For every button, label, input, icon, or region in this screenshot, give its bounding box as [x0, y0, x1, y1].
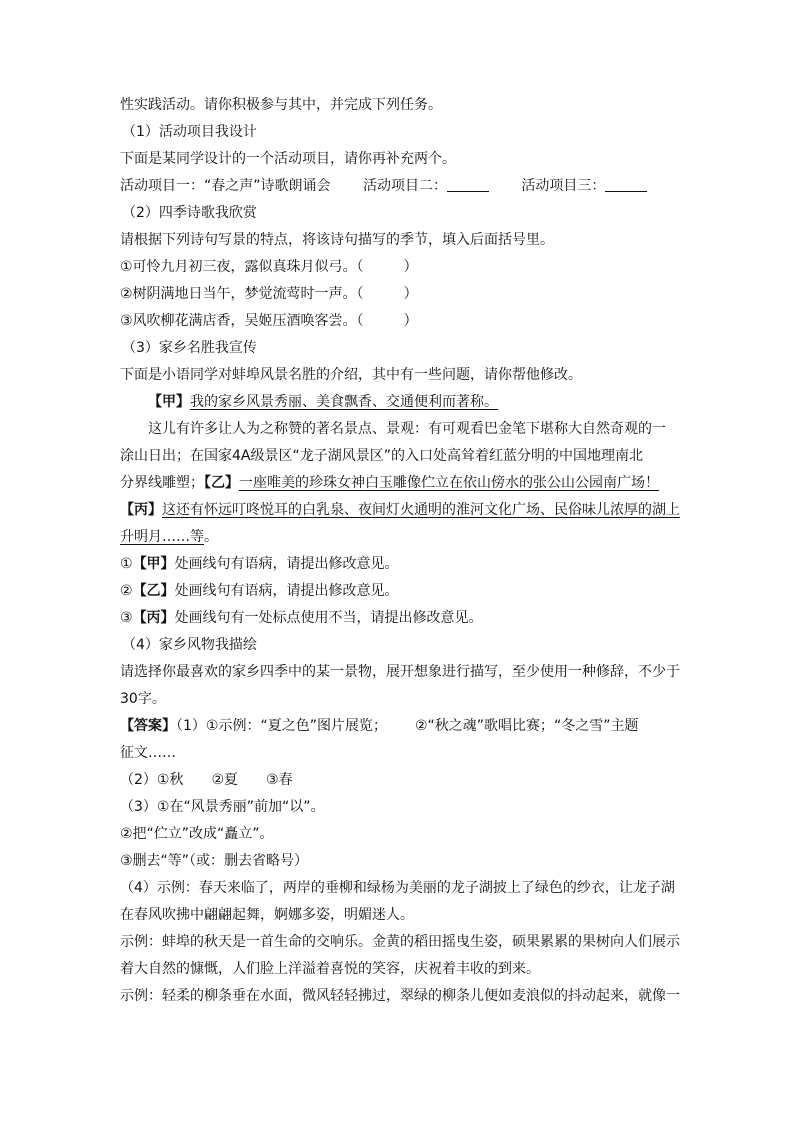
q2-title: （2）四季诗歌我欣赏 [122, 205, 257, 221]
q2-poem-3: ③风吹柳花满店香，吴姬压酒唤客尝。（ ） [120, 313, 418, 329]
q1-item-2: 活动项目二： [362, 178, 447, 194]
q4-title: （4）家乡风物我描绘 [122, 637, 257, 653]
bing-underlined-text-a: 这还有怀远叮咚悦耳的白乳泉、夜间灯火通明的淮河文化广场、民俗味儿浓厚的湖上 [162, 502, 680, 518]
q1-description: 下面是某同学设计的一个活动项目，请你再补充两个。 [120, 151, 456, 167]
q1-item-3: 活动项目三： [521, 178, 606, 194]
yi-underlined-text: 一座唯美的珍珠女神白玉雕像伫立在依山傍水的张公山公园南广场！ [239, 475, 659, 491]
yi-tag: 【乙】 [204, 475, 239, 491]
q1-title: （1）活动项目我设计 [122, 124, 257, 140]
bing-underlined-text-b: 升明月……等 [120, 529, 204, 545]
example-3-line-1: 示例：轻柔的柳条垂在水面，微风轻轻拂过，翠绿的柳条儿便如麦浪似的抖动起来，就像一 [120, 988, 680, 1004]
answer-4-line-1: （4）示例：春天来临了，两岸的垂柳和绿杨为美丽的龙子湖披上了绿色的纱衣，让龙子湖 [120, 880, 675, 896]
q3-title: （3）家乡名胜我宣传 [122, 340, 257, 356]
jia-sentence [120, 389, 678, 416]
q1-item-3-blank[interactable] [605, 177, 647, 192]
intro-line: 性实践活动。请你积极参与其中，并完成下列任务。 [120, 97, 442, 113]
q1-item-2-blank[interactable] [447, 177, 489, 192]
q3-description: 下面是小语同学对蚌埠风景名胜的介绍，其中有一些问题，请你帮他修改。 [120, 367, 582, 383]
passage-line-5: 升明月……等。 [120, 529, 218, 545]
answer-1-line-2: 征文…… [120, 745, 176, 761]
jia-underlined-text: 我的家乡风景秀丽、美食飘香、交通便利而著称。 [190, 394, 498, 410]
q3-task-3: ③【丙】处画线句有一处标点使用不当，请提出修改意见。 [120, 610, 483, 626]
answer-1-line-1: 【答案】（1）①示例：“夏之色”图片展览； ②“秋之魂”歌唱比赛；“冬之雪”主题 [120, 718, 639, 734]
passage-line-2: 涂山日出；在国家4A级景区“龙子湖风景区”的入口处高耸着红蓝分明的中国地理南北 [120, 448, 643, 464]
q3-task-2: ②【乙】处画线句有语病，请提出修改意见。 [120, 583, 399, 599]
passage-line-1: 这儿有许多让人为之称赞的著名景点、景观：有可观看巴金笔下堪称大自然奇观的一 [148, 421, 666, 437]
answer-3-2: ②把“伫立”改成“矗立”。 [120, 826, 274, 842]
example-2-line-2: 着大自然的慷慨，人们脸上洋溢着喜悦的笑容，庆祝着丰收的到来。 [120, 961, 540, 977]
q1-item-1: 活动项目一：“春之声”诗歌朗诵会 [120, 178, 331, 194]
answer-3-1: （3）①在“风景秀丽”前加“以”。 [120, 799, 325, 815]
q2-poem-1: ①可怜九月初三夜，露似真珠月似弓。（ ） [120, 259, 418, 275]
jia-tag: 【甲】 [148, 394, 190, 410]
q2-description: 请根据下列诗句写景的特点，将该诗句描写的季节，填入后面括号里。 [120, 232, 554, 248]
document-body [120, 92, 678, 1010]
q4-description-2: 30字。 [120, 691, 166, 707]
answer-4-line-2: 在春风吹拂中翩翩起舞，婀娜多姿，明媚迷人。 [120, 907, 414, 923]
q1-items [120, 173, 678, 200]
q2-poem-2: ②树阴满地日当午，梦觉流莺时一声。（ ） [120, 286, 418, 302]
q4-description-1: 请选择你最喜欢的家乡四季中的某一景物，展开想象进行描写，至少使用一种修辞，不少于 [120, 664, 680, 680]
passage-line-4 [120, 497, 678, 524]
answer-2: （2）①秋 ②夏 ③春 [120, 772, 293, 788]
passage-line-3: 分界线雕塑；【乙】一座唯美的珍珠女神白玉雕像伫立在依山傍水的张公山公园南广场！ [120, 475, 659, 491]
answer-3-3: ③删去“等”（或：删去省略号） [120, 853, 309, 869]
example-2-line-1: 示例：蚌埠的秋天是一首生命的交响乐。金黄的稻田摇曳生姿，硕果累累的果树向人们展示 [120, 934, 680, 950]
q3-task-1: ①【甲】处画线句有语病，请提出修改意见。 [120, 556, 399, 572]
bing-tag: 【丙】 [120, 502, 162, 518]
answer-tag: 【答案】 [120, 718, 176, 734]
